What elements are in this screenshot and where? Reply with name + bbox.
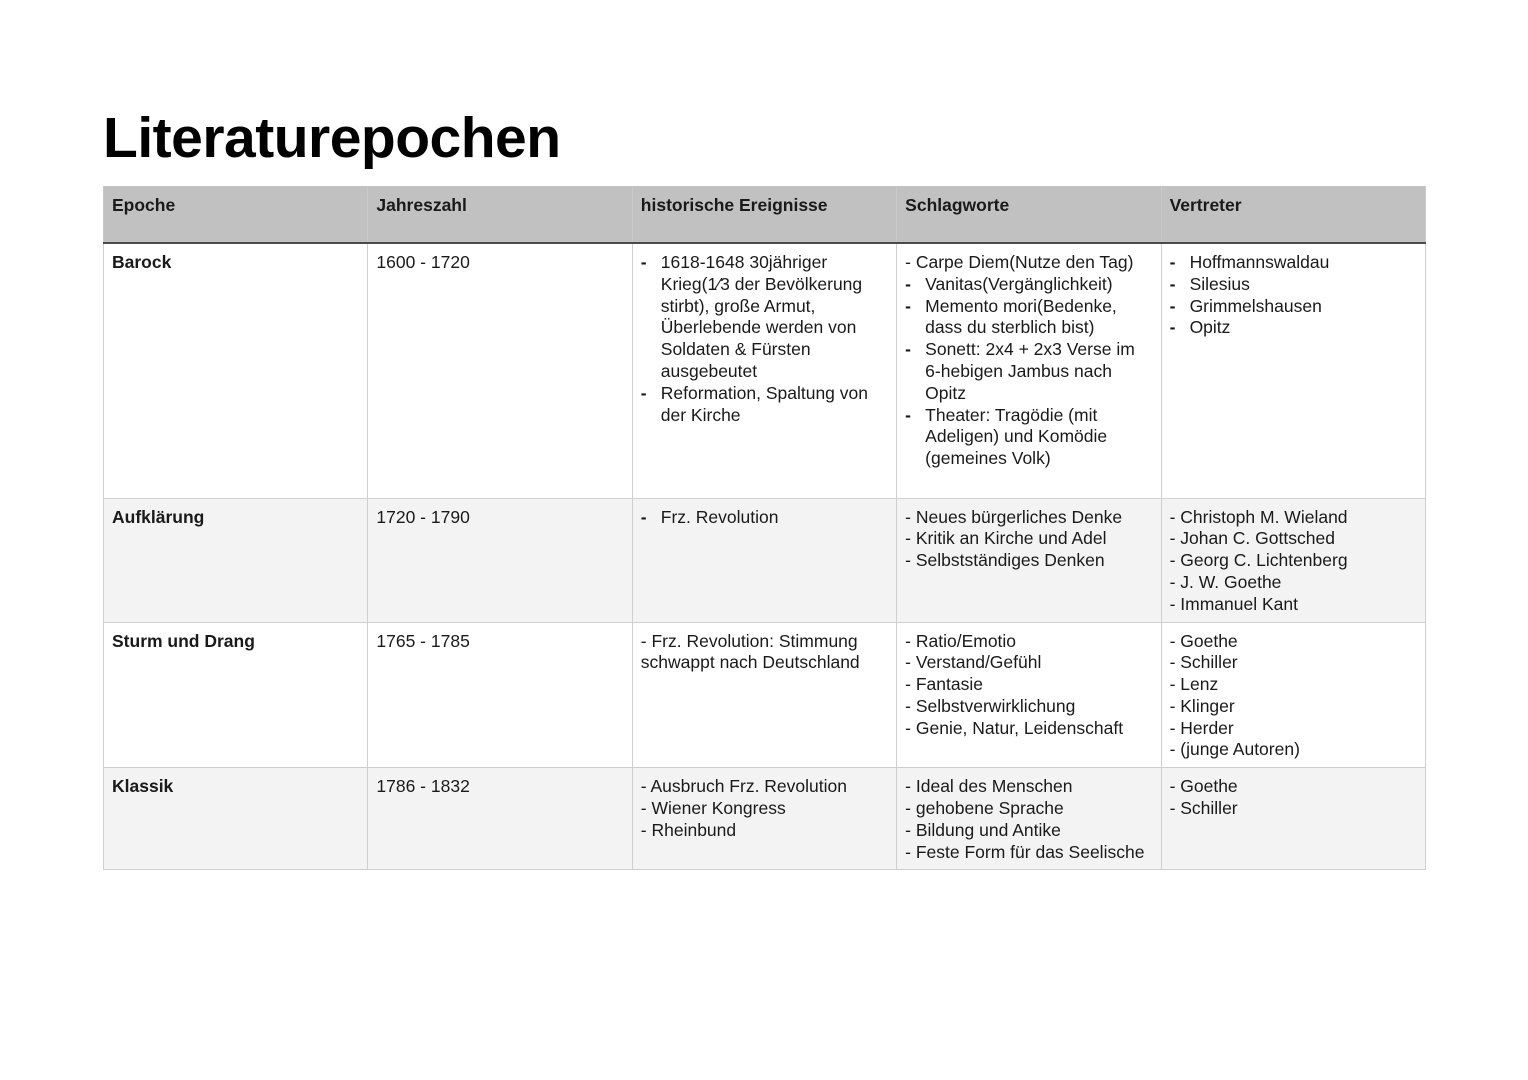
- list-item: - Schiller: [1169, 652, 1238, 673]
- epoch-cell: Klassik: [104, 768, 368, 870]
- list-item: - Reformation, Spaltung von der Kirche: [641, 383, 888, 427]
- authors-cell: [1161, 768, 1425, 870]
- years-cell: 1720 - 1790: [368, 498, 632, 622]
- list-item: - Opitz: [1170, 317, 1417, 339]
- list-item: - Selbstverwirklichung: [905, 695, 1076, 716]
- list-item: - (junge Autoren): [1169, 739, 1300, 760]
- list-item: - Johan C. Gottsched: [1169, 528, 1335, 549]
- epoch-cell: Aufklärung: [104, 498, 368, 622]
- keywords-cell: [897, 498, 1161, 622]
- list-item: - Ideal des Menschen: [905, 776, 1073, 797]
- events-cell: [632, 243, 896, 498]
- keywords-cell: [897, 622, 1161, 768]
- list-item: - 1618-1648 30jähriger Krieg(1⁄3 der Bevölkerung stirbt), große Armut, Überlebende werden von Soldaten & Fürsten ausgebeutet: [641, 252, 888, 383]
- list-item: - Verstand/Gefühl: [905, 652, 1042, 673]
- years-cell: 1765 - 1785: [368, 622, 632, 768]
- list-item: - Sonett: 2x4 + 2x3 Verse im 6-hebigen Jambus nach Opitz: [905, 339, 1152, 404]
- list-item: - Klinger: [1169, 695, 1235, 716]
- epochs-table: [103, 186, 1426, 870]
- list-item: - Vanitas(Vergänglichkeit): [905, 274, 1152, 296]
- list-item: - Memento mori(Bedenke, dass du sterblich bist): [905, 296, 1152, 340]
- years-cell: 1600 - 1720: [368, 243, 632, 498]
- list-item: - Neues bürgerliches Denke: [905, 506, 1123, 527]
- list-item: - Kritik an Kirche und Adel: [905, 528, 1107, 549]
- list-item: - Hoffmannswaldau: [1170, 252, 1417, 274]
- table-row-barock: [104, 243, 1426, 498]
- list-item: - Georg C. Lichtenberg: [1169, 550, 1348, 571]
- list-item: - Immanuel Kant: [1169, 593, 1298, 614]
- epoch-cell: Barock: [104, 243, 368, 498]
- events-cell: [632, 498, 896, 622]
- list-item: - gehobene Sprache: [905, 798, 1064, 819]
- table-header-row: [104, 186, 1426, 243]
- header-authors: Vertreter: [1161, 186, 1425, 243]
- keywords-cell: [897, 243, 1161, 498]
- list-item: - Bildung und Antike: [905, 819, 1061, 840]
- events-cell: [632, 622, 896, 768]
- keywords-list: [905, 274, 1152, 470]
- years-cell: 1786 - 1832: [368, 768, 632, 870]
- list-item: - Frz. Revolution: [641, 507, 888, 529]
- epoch-cell: Sturm und Drang: [104, 622, 368, 768]
- list-item: - Frz. Revolution: Stimmung schwappt nach Deutschland: [640, 630, 860, 673]
- page-title: Literaturepochen: [103, 106, 561, 170]
- header-year: Jahreszahl: [368, 186, 632, 243]
- list-item: - Wiener Kongress: [640, 798, 786, 819]
- header-epoch: Epoche: [104, 186, 368, 243]
- authors-cell: [1161, 243, 1425, 498]
- table-row-aufklaerung: [104, 498, 1426, 622]
- events-cell: [632, 768, 896, 870]
- header-events: historische Ereignisse: [632, 186, 896, 243]
- authors-list: [1170, 252, 1417, 339]
- authors-cell: [1161, 622, 1425, 768]
- list-item: - Genie, Natur, Leidenschaft: [905, 717, 1124, 738]
- list-item: - Theater: Tragödie (mit Adeligen) und Komödie (gemeines Volk): [905, 405, 1152, 470]
- list-item: - Christoph M. Wieland: [1169, 506, 1348, 527]
- authors-cell: [1161, 498, 1425, 622]
- list-item: - Rheinbund: [640, 819, 737, 840]
- events-list: [641, 252, 888, 426]
- list-item: - Goethe: [1169, 630, 1238, 651]
- list-item: - Fantasie: [905, 674, 983, 695]
- keywords-cell: [897, 768, 1161, 870]
- list-item: - Ratio/Emotio: [905, 630, 1017, 651]
- events-list: [641, 507, 888, 529]
- list-item: - Herder: [1169, 717, 1234, 738]
- table-row-sturm-und-drang: [104, 622, 1426, 768]
- list-item: - Selbstständiges Denken: [905, 550, 1105, 571]
- list-item: - Carpe Diem(Nutze den Tag): [905, 252, 1134, 272]
- header-keywords: Schlagworte: [897, 186, 1161, 243]
- list-item: - Goethe: [1169, 776, 1238, 797]
- table-row-klassik: [104, 768, 1426, 870]
- list-item: - J. W. Goethe: [1169, 571, 1282, 592]
- list-item: - Schiller: [1169, 798, 1238, 819]
- list-item: - Ausbruch Frz. Revolution: [640, 776, 847, 797]
- list-item: - Lenz: [1169, 674, 1219, 695]
- list-item: - Silesius: [1170, 274, 1417, 296]
- list-item: - Feste Form für das Seelische: [905, 841, 1145, 862]
- list-item: - Grimmelshausen: [1170, 296, 1417, 318]
